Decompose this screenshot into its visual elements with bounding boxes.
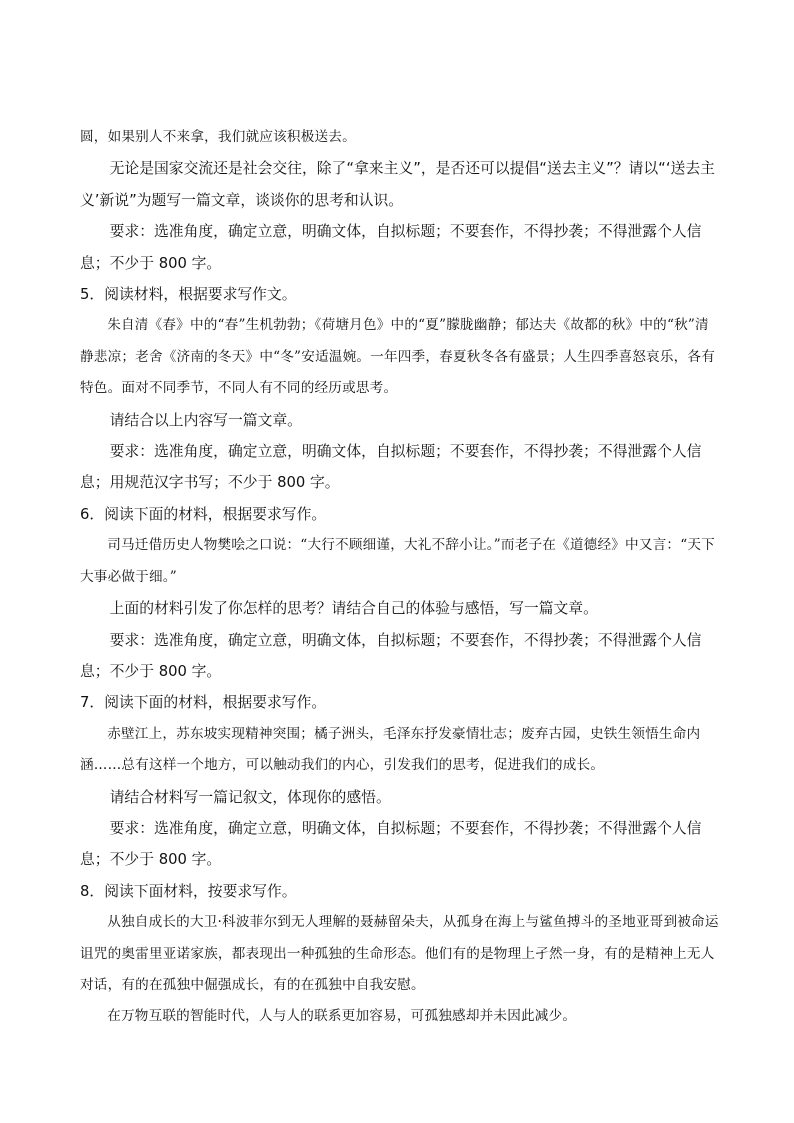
prompt-paragraph: 请结合材料写一篇记叙文，体现你的感悟。 bbox=[109, 788, 391, 806]
prompt-paragraph: 请结合以上内容写一篇文章。 bbox=[109, 411, 302, 429]
question-title: 7．阅读下面的材料，根据要求写作。 bbox=[80, 694, 327, 712]
material-paragraph: 从独自成长的大卫·科波菲尔到无人理解的聂赫留朵夫，从孤身在海上与鲨鱼搏斗的圣地亚哥到被命运诅咒的奥雷里亚诺家族，都表现出一种孤独的生命形态。他们有的是物理上孑然一身，有的是精神上无人对话，有的在孤独中倔强成长，有的在孤独中自我安慰。 bbox=[80, 914, 719, 993]
prompt-paragraph: 无论是国家交流还是社会交往，除了“拿来主义”，是否还可以提倡“送去主义”？请以“‘送去主义’新说”为题写一篇文章，谈谈你的思考和认识。 bbox=[80, 160, 715, 209]
requirements-paragraph: 要求：选准角度，确定立意，明确文体，自拟标题；不要套作，不得抄袭；不得泄露个人信息；不少于 800 字。 bbox=[80, 223, 702, 272]
requirements-paragraph: 要求：选准角度，确定立意，明确文体，自拟标题；不要套作，不得抄袭；不得泄露个人信息；不少于 800 字。 bbox=[80, 631, 702, 680]
material-paragraph: 赤壁江上，苏东坡实现精神突围；橘子洲头，毛泽东抒发豪情壮志；废弃古园，史铁生领悟生命内涵……总有这样一个地方，可以触动我们的内心，引发我们的思考，促进我们的成长。 bbox=[80, 725, 701, 774]
question-title: 8．阅读下面材料，按要求写作。 bbox=[80, 882, 297, 900]
material-paragraph: 司马迁借历史人物樊哙之口说：“大行不顾细谨，大礼不辞小让。”而老子在《道德经》中又言：“天下大事必做于细。” bbox=[80, 537, 715, 585]
material-paragraph: 朱自清《春》中的“春”生机勃勃；《荷塘月色》中的“夏”朦胧幽静；郁达夫《故都的秋》中的“秋”清静悲凉；老舍《济南的冬天》中“冬”安适温婉。一年四季，春夏秋冬各有盛景；人生四季喜怒哀乐，各有特色。面对不同季节，不同人有不同的经历或思考。 bbox=[80, 317, 716, 397]
requirements-paragraph: 要求：选准角度，确定立意，明确文体，自拟标题；不要套作，不得抄袭；不得泄露个人信息；用规范汉字书写；不少于 800 字。 bbox=[80, 443, 702, 492]
question-title: 6．阅读下面的材料，根据要求写作。 bbox=[80, 505, 327, 523]
material-continuation: 圆，如果别人不来拿，我们就应该积极送去。 bbox=[80, 129, 356, 145]
document-body bbox=[80, 122, 720, 1033]
material-paragraph: 在万物互联的智能时代，人与人的联系更加容易，可孤独感却并未因此减少。 bbox=[107, 1008, 577, 1025]
prompt-paragraph: 上面的材料引发了你怎样的思考？请结合自己的体验与感悟，写一篇文章。 bbox=[109, 600, 598, 618]
question-title: 5．阅读材料，根据要求写作文。 bbox=[80, 286, 297, 304]
requirements-paragraph: 要求：选准角度，确定立意，明确文体，自拟标题；不要套作，不得抄袭；不得泄露个人信息；不少于 800 字。 bbox=[80, 819, 702, 869]
